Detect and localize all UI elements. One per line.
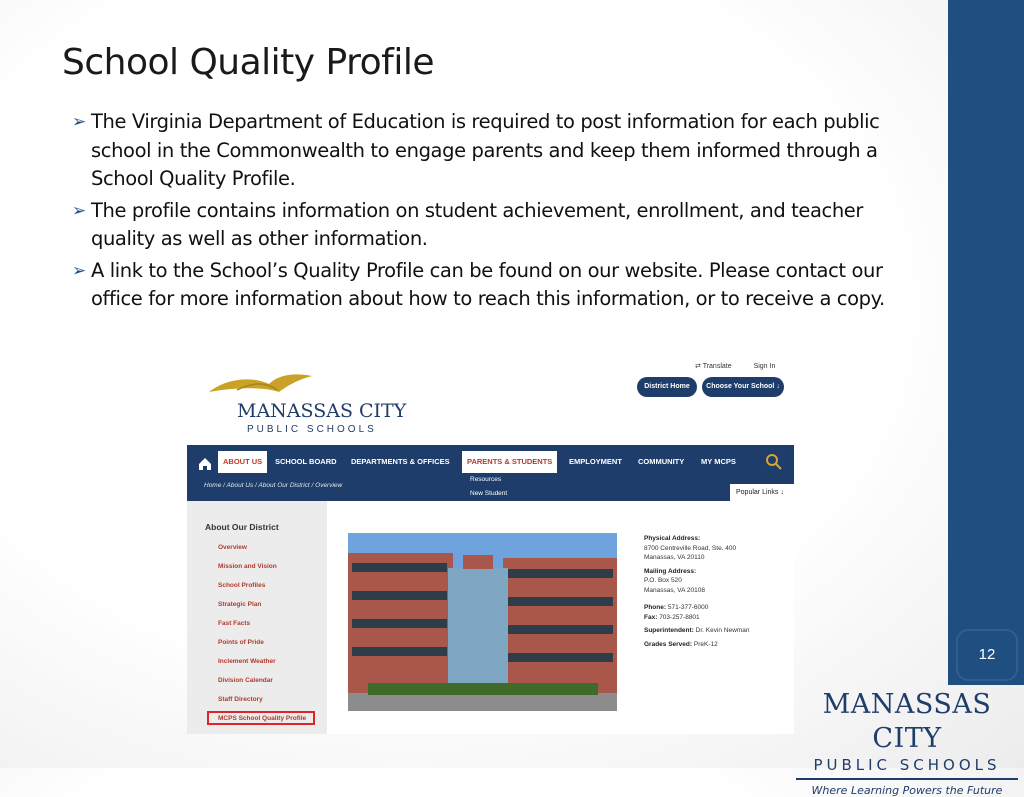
bullet-item bbox=[72, 257, 902, 314]
footer-logo bbox=[790, 688, 1024, 797]
district-home-button[interactable]: District Home bbox=[637, 377, 697, 397]
sidebar-item-overview[interactable]: Overview bbox=[218, 544, 247, 551]
sidebar-item-mission[interactable]: Mission and Vision bbox=[218, 563, 277, 570]
nav-employment[interactable]: EMPLOYMENT bbox=[569, 457, 622, 466]
sign-in-link[interactable]: Sign In bbox=[753, 363, 776, 370]
sidebar-item-points-of-pride[interactable]: Points of Pride bbox=[218, 639, 264, 646]
bullet-item bbox=[72, 108, 902, 194]
website-screenshot bbox=[187, 362, 794, 734]
main-nav bbox=[187, 445, 794, 501]
sidebar-item-school-profiles[interactable]: School Profiles bbox=[218, 582, 266, 589]
office-building-photo bbox=[348, 533, 617, 711]
nav-parents-students[interactable]: PARENTS & STUDENTS bbox=[462, 451, 557, 473]
popular-links-dropdown[interactable]: Popular Links ↓ bbox=[730, 484, 794, 501]
sidebar-item-fast-facts[interactable]: Fast Facts bbox=[218, 620, 251, 627]
nav-community[interactable]: COMMUNITY bbox=[638, 457, 685, 466]
breadcrumb[interactable]: Home / About Us / About Our District / Overview bbox=[204, 482, 343, 489]
page-number-badge bbox=[956, 629, 1018, 681]
arrow-bullet-icon: ➢ bbox=[72, 260, 86, 281]
side-accent-bar bbox=[948, 0, 1024, 685]
search-icon[interactable] bbox=[765, 453, 783, 471]
slide-title: School Quality Profile bbox=[62, 42, 434, 83]
footer-logo-title: MANASSAS CITY bbox=[822, 689, 992, 754]
bullet-text: The Virginia Department of Education is required to post information for each public school in the Commonwealth to engage parents and keep them informed through a School Quality Profile. bbox=[91, 110, 880, 190]
logo-title: MANASSAS CITY bbox=[237, 400, 407, 422]
bullet-list bbox=[72, 108, 902, 317]
footer-logo-divider bbox=[796, 778, 1018, 780]
submenu-new-student[interactable]: New Student bbox=[470, 490, 508, 497]
bullet-text: A link to the School’s Quality Profile can be found on our website. Please contact our office for more information about how to reach this information, or to receive a copy. bbox=[91, 258, 885, 310]
sidebar-item-quality-profile[interactable]: MCPS School Quality Profile bbox=[218, 715, 307, 722]
choose-school-button[interactable]: Choose Your School ↓ bbox=[702, 377, 784, 397]
quality-profile-highlight-box bbox=[207, 711, 315, 725]
sidebar-item-staff-directory[interactable]: Staff Directory bbox=[218, 696, 263, 703]
home-icon[interactable] bbox=[195, 452, 215, 474]
arrow-bullet-icon: ➢ bbox=[72, 200, 86, 221]
nav-school-board[interactable]: SCHOOL BOARD bbox=[275, 457, 337, 466]
sidebar-title: About Our District bbox=[205, 522, 279, 532]
nav-departments[interactable]: DEPARTMENTS & OFFICES bbox=[351, 457, 450, 466]
logo-subtitle: PUBLIC SCHOOLS bbox=[247, 424, 377, 435]
footer-logo-tagline: Where Learning Powers the Future bbox=[811, 784, 1003, 797]
submenu-resources[interactable]: Resources bbox=[470, 476, 502, 483]
sidebar-item-division-calendar[interactable]: Division Calendar bbox=[218, 677, 273, 684]
translate-link[interactable]: ⇄ Translate bbox=[695, 363, 732, 370]
website-logo[interactable] bbox=[207, 370, 407, 440]
sidebar-item-inclement-weather[interactable]: Inclement Weather bbox=[218, 658, 276, 665]
footer-logo-subtitle: PUBLIC SCHOOLS bbox=[813, 756, 1001, 774]
arrow-bullet-icon: ➢ bbox=[72, 112, 86, 132]
bullet-text: The profile contains information on student achievement, enrollment, and teacher quality as well as other information. bbox=[91, 198, 864, 250]
bullet-item bbox=[72, 197, 902, 254]
nav-about-us[interactable]: ABOUT US bbox=[218, 451, 267, 473]
page-number: 12 bbox=[978, 646, 996, 663]
parents-submenu bbox=[466, 473, 564, 501]
district-contact-info: Physical Address: 8700 Centreville Road, Ste. 400 Manassas, VA 20110 Mailing Address: P.O. Box 520 Manassas, VA 20108 Phone: 571-377-6000 Fax: 703-257-8801 Superintendent: Dr. Kevin Newman Grades Served: PreK-12 bbox=[644, 535, 750, 648]
top-links bbox=[695, 362, 785, 370]
nav-my-mcps[interactable]: MY MCPS bbox=[701, 457, 736, 466]
district-sidebar bbox=[187, 501, 327, 734]
sidebar-item-strategic-plan[interactable]: Strategic Plan bbox=[218, 601, 262, 608]
